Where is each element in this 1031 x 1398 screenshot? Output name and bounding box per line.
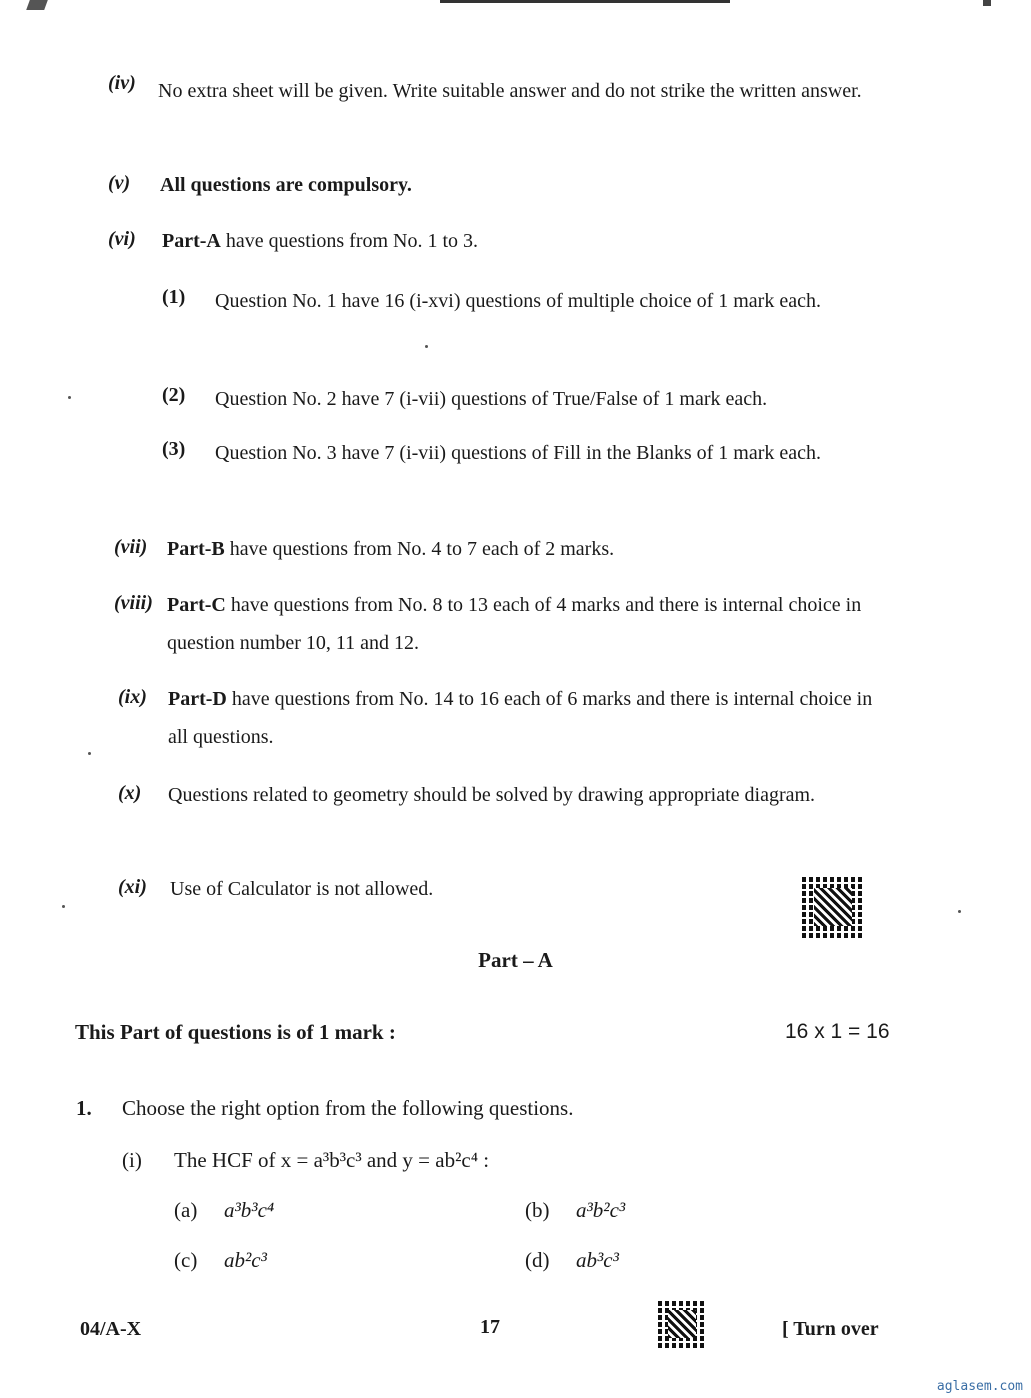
instruction-body: have questions from No. 14 to 16 each of 6 marks and there is internal choice in all questions.	[168, 688, 873, 748]
footer-qr-code-icon	[658, 1300, 706, 1348]
option-value: a³b²c³	[576, 1198, 626, 1222]
instruction-text	[168, 680, 893, 756]
part-label: Part-B	[167, 538, 225, 560]
scan-corner-mark-right	[983, 0, 991, 6]
page-number: 17	[480, 1316, 500, 1338]
instruction-number: (3)	[162, 438, 186, 460]
option-label: (a)	[174, 1198, 198, 1222]
option-label: (c)	[174, 1248, 198, 1272]
instruction-number: (xi)	[118, 876, 147, 898]
option-label: (b)	[525, 1198, 550, 1222]
option-value: a³b³c⁴	[224, 1198, 275, 1222]
instruction-number: (2)	[162, 384, 186, 406]
option-value: ab³c³	[576, 1248, 619, 1272]
part-heading: Part – A	[478, 948, 553, 972]
scan-corner-mark	[26, 0, 48, 10]
part-marks: 16 x 1 = 16	[785, 1020, 890, 1043]
watermark: aglasem.com	[936, 1379, 1023, 1394]
option-value: ab²c³	[224, 1248, 267, 1272]
instruction-text: No extra sheet will be given. Write suitable answer and do not strike the written answer.	[158, 80, 862, 102]
instruction-text	[167, 586, 893, 662]
instruction-text: Question No. 2 have 7 (i-vii) questions of True/False of 1 mark each.	[215, 388, 768, 410]
part-label: Part-A	[162, 230, 221, 252]
instruction-number: (ix)	[118, 686, 147, 708]
subquestion-text: The HCF of x = a³b³c³ and y = ab²c⁴ :	[174, 1148, 490, 1172]
instruction-number: (vii)	[114, 536, 148, 558]
instruction-body: have questions from No. 4 to 7 each of 2 marks.	[224, 538, 615, 560]
instruction-number: (1)	[162, 286, 186, 308]
instruction-number: (vi)	[108, 228, 136, 250]
instruction-number: (v)	[108, 172, 131, 194]
instruction-text: Question No. 3 have 7 (i-vii) questions of Fill in the Blanks of 1 mark each.	[215, 442, 822, 464]
instruction-text: Use of Calculator is not allowed.	[170, 878, 434, 900]
scan-top-border	[440, 0, 730, 3]
instruction-body: have questions from No. 1 to 3.	[220, 230, 479, 252]
instruction-number: (x)	[118, 782, 142, 804]
part-label: Part-C	[167, 594, 226, 616]
option-label: (d)	[525, 1248, 550, 1272]
instruction-number: (viii)	[114, 592, 153, 614]
paper-code: 04/A-X	[80, 1318, 142, 1340]
instruction-text	[162, 222, 478, 260]
instruction-text	[167, 530, 614, 568]
instruction-text: Questions related to geometry should be solved by drawing appropriate diagram.	[168, 784, 816, 806]
scan-speck	[958, 910, 961, 913]
scan-speck	[68, 396, 71, 399]
part-intro: This Part of questions is of 1 mark :	[75, 1020, 396, 1044]
question-text: Choose the right option from the following questions.	[122, 1096, 574, 1120]
instruction-number: (iv)	[108, 72, 136, 94]
scan-speck	[425, 345, 428, 348]
qr-code-icon	[802, 876, 864, 938]
scan-speck	[88, 752, 91, 755]
part-label: Part-D	[168, 688, 227, 710]
scan-speck	[62, 905, 65, 908]
turn-over-label: [ Turn over	[782, 1318, 879, 1340]
instruction-text: Question No. 1 have 16 (i-xvi) questions of multiple choice of 1 mark each.	[215, 290, 821, 312]
question-number: 1.	[76, 1096, 92, 1120]
subquestion-number: (i)	[122, 1148, 142, 1172]
instruction-body: have questions from No. 8 to 13 each of 4 marks and there is internal choice in question number 10, 11 and 12.	[167, 594, 862, 654]
instruction-text: All questions are compulsory.	[160, 174, 412, 196]
